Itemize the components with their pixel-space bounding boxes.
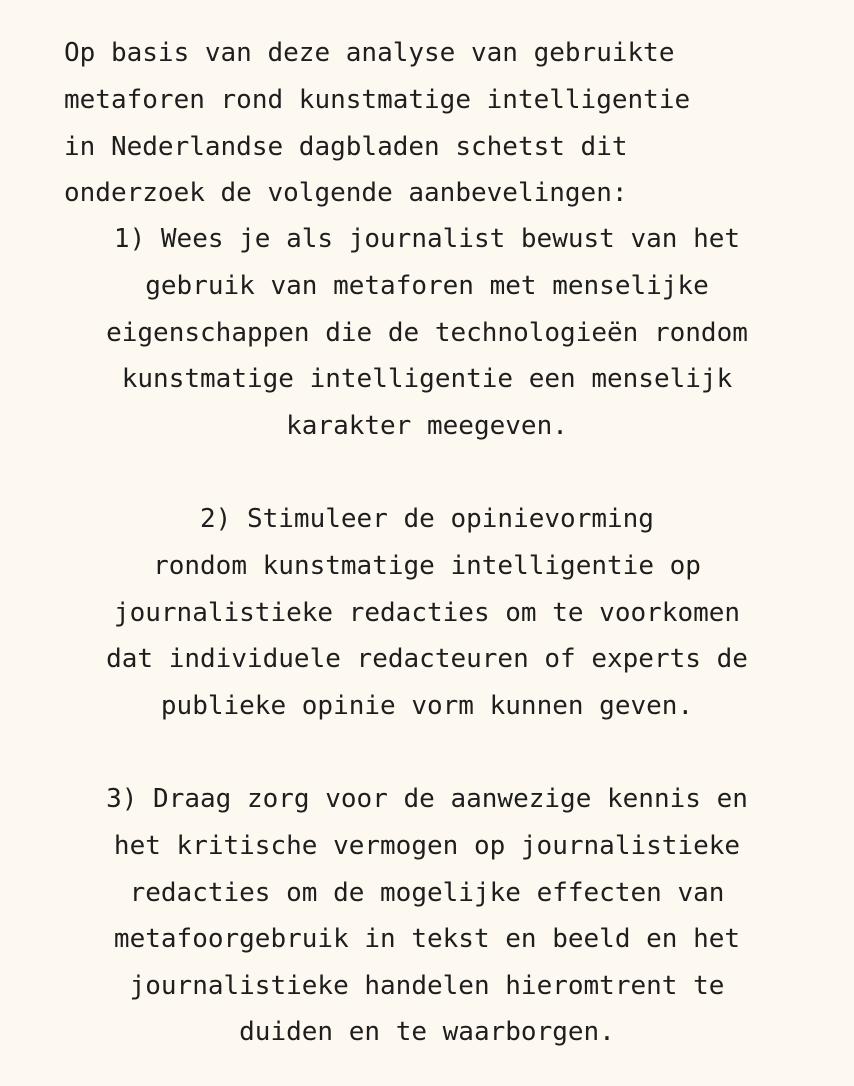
intro-line: Op basis van deze analyse van gebruikte: [64, 38, 675, 68]
recommendation-1-line: 1) Wees je als journalist bewust van het: [113, 224, 741, 254]
recommendation-1-line: kunstmatige intelligentie een menselijk: [121, 364, 733, 394]
recommendation-1-line: eigenschappen die de technologieën rondom: [106, 318, 748, 348]
recommendation-2-line: publieke opinie vorm kunnen geven.: [160, 691, 694, 721]
recommendation-1-line: karakter meegeven.: [286, 411, 568, 441]
recommendation-3-line: het kritische vermogen op journalistieke: [113, 831, 741, 861]
recommendation-2-line: journalistieke redacties om te voorkomen: [113, 598, 741, 628]
recommendation-3-line: 3) Draag zorg voor de aanwezige kennis en: [106, 784, 748, 814]
intro-line: metaforen rond kunstmatige intelligentie: [64, 85, 691, 115]
recommendation-2-line: dat individuele redacteuren of experts de: [106, 644, 748, 674]
recommendation-3-line: redacties om de mogelijke effecten van: [129, 878, 725, 908]
intro-line: in Nederlandse dagbladen schetst dit: [64, 132, 628, 162]
recommendation-3-line: metafoorgebruik in tekst en beeld en het: [113, 924, 741, 954]
intro-line: onderzoek de volgende aanbevelingen:: [64, 178, 628, 208]
recommendation-1-line: gebruik van metaforen met menselijke: [145, 271, 709, 301]
recommendation-2-line: 2) Stimuleer de opinievorming: [200, 504, 654, 534]
recommendation-2-line: rondom kunstmatige intelligentie op: [153, 551, 701, 581]
recommendation-3-line: journalistieke handelen hieromtrent te: [129, 971, 725, 1001]
recommendation-3-line: duiden en te waarborgen.: [239, 1017, 615, 1047]
